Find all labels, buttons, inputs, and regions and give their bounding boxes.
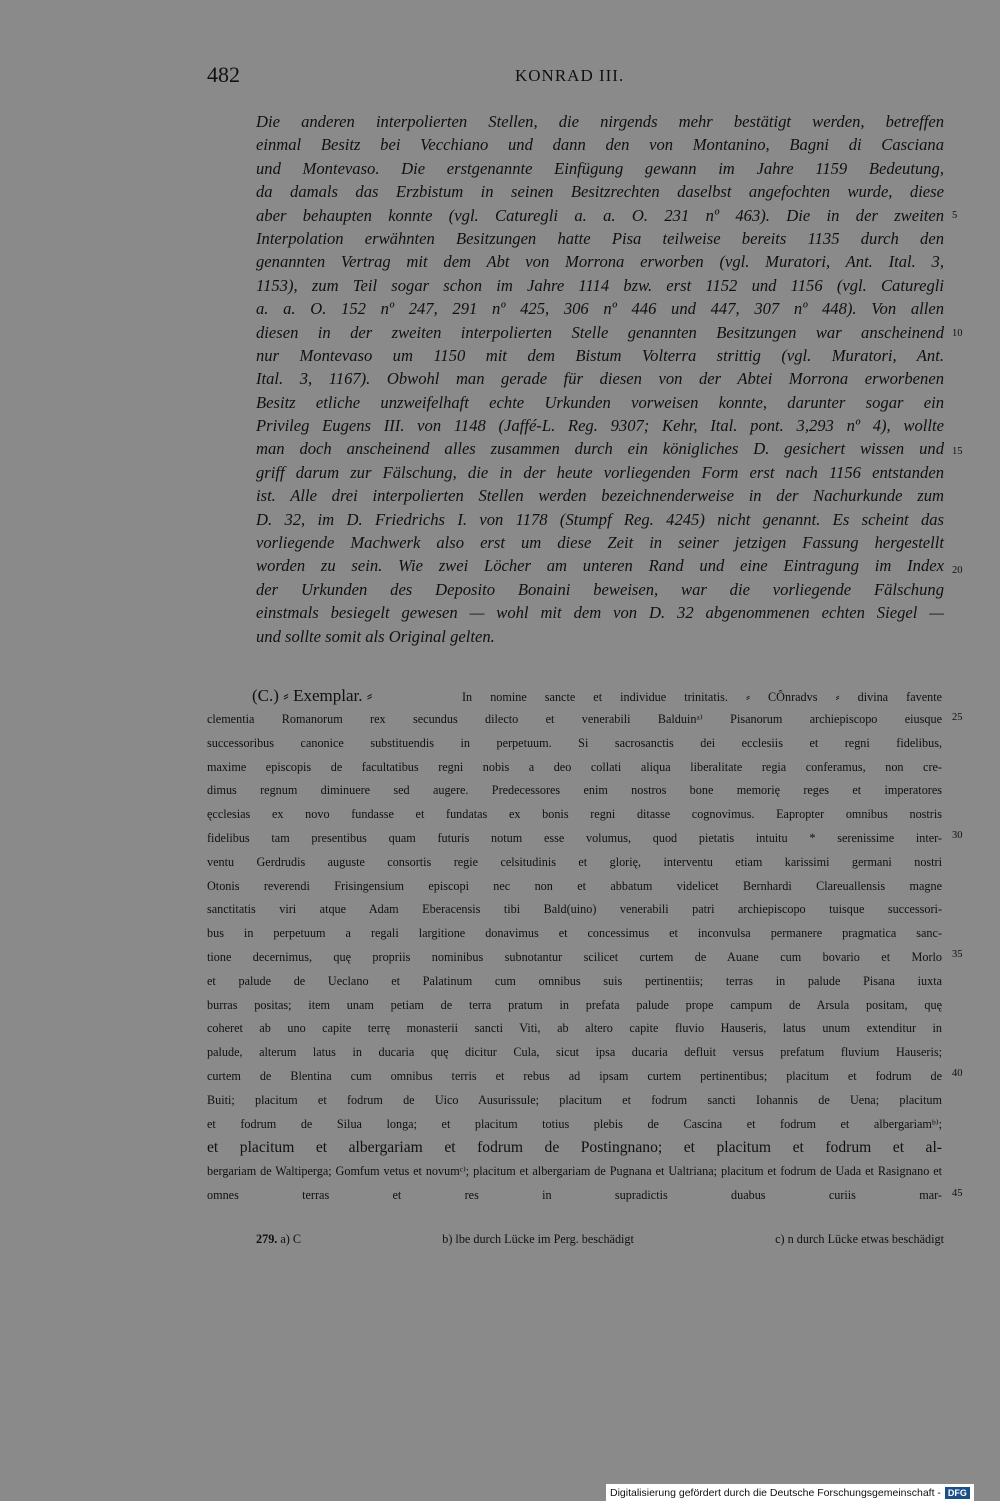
page-header bbox=[207, 62, 947, 92]
charter-line: fidelibus tam presentibus quam futuris notum esse volumus, quod pietatis intuitu * serenissime inter- bbox=[207, 830, 942, 845]
charter-line: burras positas; item unam petiam de terra pratum in prefata palude prope campum de Arsula positam, quę bbox=[207, 997, 942, 1012]
margin-line-number: 30 bbox=[952, 830, 963, 841]
running-title: KONRAD III. bbox=[515, 66, 625, 85]
charter-line: ęcclesias ex novo fundasse et fundatas ex bonis regni ditasse cognovimus. Eapropter omnibus nostris bbox=[207, 807, 942, 822]
dfg-logo-icon: DFG bbox=[945, 1487, 970, 1499]
footnote-b: b) lbe durch Lücke im Perg. beschädigt bbox=[442, 1232, 634, 1246]
invocatio: In nomine sancte et individue trinitatis. ⸗ CÔnradvs ⸗ divina favente bbox=[462, 690, 942, 704]
charter-line: Buiti; placitum et fodrum de Uico Ausurissule; placitum et fodrum sancti Iohannis de Uena; placitum bbox=[207, 1092, 942, 1107]
footnote-c: c) n durch Lücke etwas beschädigt bbox=[775, 1232, 944, 1246]
footnote-number: 279. bbox=[256, 1232, 278, 1246]
charter-text bbox=[207, 684, 942, 1208]
charter-line: et placitum et albergariam et fodrum de Postingnano; et placitum et fodrum et al- bbox=[207, 1139, 942, 1157]
commentary-line: D. 32, im D. Friedrichs I. von 1178 (Stumpf Reg. 4245) nicht genannt. Es scheint das bbox=[256, 509, 944, 529]
charter-line: et palude de Ueclano et Palatinum cum omnibus suis pertinentiis; terras in palude Pisana iuxta bbox=[207, 973, 942, 988]
commentary-line: griff darum zur Fälschung, die in der heute vorliegenden Form erst nach 1156 entstanden bbox=[256, 462, 944, 482]
exemplar-siglum: (C.) ⸗ Exemplar. ⸗ bbox=[252, 686, 373, 705]
charter-line: tione decernimus, quę propriis nominibus subnotantur scilicet curtem de Auane cum bovario et Morlo bbox=[207, 949, 942, 964]
digitization-footer bbox=[606, 1484, 974, 1501]
charter-first-line bbox=[207, 684, 942, 708]
commentary-line: und sollte somit als Original gelten. bbox=[256, 626, 495, 646]
footnote-a: a) C bbox=[280, 1232, 302, 1246]
commentary-line: diesen in der zweiten interpolierten Stelle genannten Besitzungen war anscheinend bbox=[256, 322, 944, 342]
footer-credit: Digitalisierung gefördert durch die Deutsche Forschungsgemeinschaft - bbox=[610, 1486, 941, 1499]
commentary-line: Besitz etliche unzweifelhaft echte Urkunden vorweisen konnte, darunter sogar ein bbox=[256, 392, 944, 412]
commentary-line: ist. Alle drei interpolierten Stellen werden bezeichnenderweise in der Nachurkunde zum bbox=[256, 486, 944, 506]
margin-line-number: 35 bbox=[952, 949, 963, 960]
commentary-line: 1153), zum Teil sogar schon im Jahre 1114 bzw. erst 1152 und 1156 (vgl. Caturegli bbox=[256, 275, 944, 295]
charter-line: dimus regnum diminuere sed augere. Predecessores enim nostros bone memorię reges et imperatores bbox=[207, 783, 942, 798]
margin-line-number: 40 bbox=[952, 1068, 963, 1079]
charter-line: palude, alterum latus in ducaria quę dicitur Cula, sicut ipsa ducaria defluit versus prefatum fluvium Hauseris; bbox=[207, 1045, 942, 1060]
commentary-line: Die anderen interpolierten Stellen, die nirgends mehr bestätigt werden, betreffen bbox=[256, 112, 944, 131]
charter-line: maxime episcopis de facultatibus regni nobis a deo collati aliqua liberalitate regia conferamus, non cre- bbox=[207, 759, 942, 774]
commentary-line: aber behaupten konnte (vgl. Caturegli a. a. O. 231 nº 463). Die in der zweiten bbox=[256, 205, 944, 225]
charter-line: et fodrum de Silua longa; et placitum totius plebis de Cascina et fodrum et albergariamᵇ⁾; bbox=[207, 1116, 942, 1131]
commentary-line: und Montevaso. Die erstgenannte Einfügung gewann im Jahre 1159 Bedeutung, bbox=[256, 158, 944, 178]
margin-line-number: 5 bbox=[952, 210, 958, 221]
commentary-line: genannten Vertrag mit dem Abt von Morrona erworben (vgl. Muratori, Ant. Ital. 3, bbox=[256, 252, 944, 272]
footnotes bbox=[256, 1232, 944, 1247]
commentary-line: da damals das Erzbistum in seinen Besitzrechten daselbst angefochten wurde, diese bbox=[256, 182, 944, 202]
margin-line-number: 10 bbox=[952, 328, 963, 339]
charter-line: bus in perpetuum a regali largitione donavimus et concessimus et inconvulsa permanere pragmatica sanc- bbox=[207, 926, 942, 941]
charter-line: successoribus canonice substituendis in perpetuum. Si sacrosanctis dei ecclesiis et regni fidelibus, bbox=[207, 735, 942, 750]
commentary-line: worden zu sein. Wie zwei Löcher am unteren Rand und eine Eintragung im Index bbox=[256, 556, 944, 576]
commentary-line: nur Montevaso um 1150 mit dem Bistum Volterra strittig (vgl. Muratori, Ant. bbox=[256, 345, 944, 365]
commentary-line: Ital. 3, 1167). Obwohl man gerade für diesen von der Abtei Morrona erworbenen bbox=[256, 369, 944, 389]
charter-line: curtem de Blentina cum omnibus terris et rebus ad ipsam curtem pertinentibus; placitum et fodrum de bbox=[207, 1068, 942, 1083]
margin-line-number: 45 bbox=[952, 1188, 963, 1199]
commentary-line: einstmals besiegelt gewesen — wohl mit dem von D. 32 abgenommenen echten Siegel — bbox=[256, 603, 944, 623]
margin-line-number: 25 bbox=[952, 712, 963, 723]
margin-line-number: 15 bbox=[952, 446, 963, 457]
charter-line: clementia Romanorum rex secundus dilecto et venerabili Balduinᵃ⁾ Pisanorum archiepiscopo eiusque bbox=[207, 712, 942, 726]
charter-line: ventu Gerdrudis auguste consortis regie celsitudinis et glorię, interventu etiam karissimi germani nostri bbox=[207, 854, 942, 869]
commentary-line: a. a. O. 152 nº 247, 291 nº 425, 306 nº 446 und 447, 307 nº 448). Von allen bbox=[256, 299, 944, 319]
commentary-line: einmal Besitz bei Vecchiano und dann den von Montanino, Bagni di Casciana bbox=[256, 135, 944, 155]
commentary-line: man doch anscheinend alles zusammen durch ein königliches D. gesichert wissen und bbox=[256, 439, 944, 459]
commentary-line: der Urkunden des Deposito Bonaini beweisen, war die vorliegende Fälschung bbox=[256, 579, 944, 599]
commentary-block bbox=[256, 110, 944, 648]
margin-line-number: 20 bbox=[952, 565, 963, 576]
page-number: 482 bbox=[207, 62, 240, 87]
charter-line: sanctitatis viri atque Adam Eberacensis tibi Bald(uino) venerabili patri archiepiscopo tuisque successori- bbox=[207, 902, 942, 917]
commentary-line: Interpolation erwähnten Besitzungen hatte Pisa teilweise bereits 1135 durch den bbox=[256, 228, 944, 248]
charter-line: bergariam de Waltiperga; Gomfum vetus et novumᶜ⁾; placitum et albergariam de Pugnana et Ualtriana; placitum et fodrum de Uada et Rasignano et omnes terras et res in supradictis duabus curiis mar- bbox=[207, 1164, 942, 1202]
charter-line: Otonis reverendi Frisingensium episcopi nec non et abbatum videlicet Bernhardi Clareuallensis magne bbox=[207, 878, 942, 893]
commentary-line: vorliegende Machwerk also erst um diese Zeit in seiner jetzigen Fassung hergestellt bbox=[256, 533, 944, 553]
commentary-line: Privileg Eugens III. von 1148 (Jaffé-L. Reg. 9307; Kehr, Ital. pont. 3,293 nº 4), wollte bbox=[256, 416, 944, 436]
charter-line: coheret ab uno capite terrę monasterii sancti Viti, ab altero capite fluvio Hauseris, latus unum extenditur in bbox=[207, 1021, 942, 1036]
